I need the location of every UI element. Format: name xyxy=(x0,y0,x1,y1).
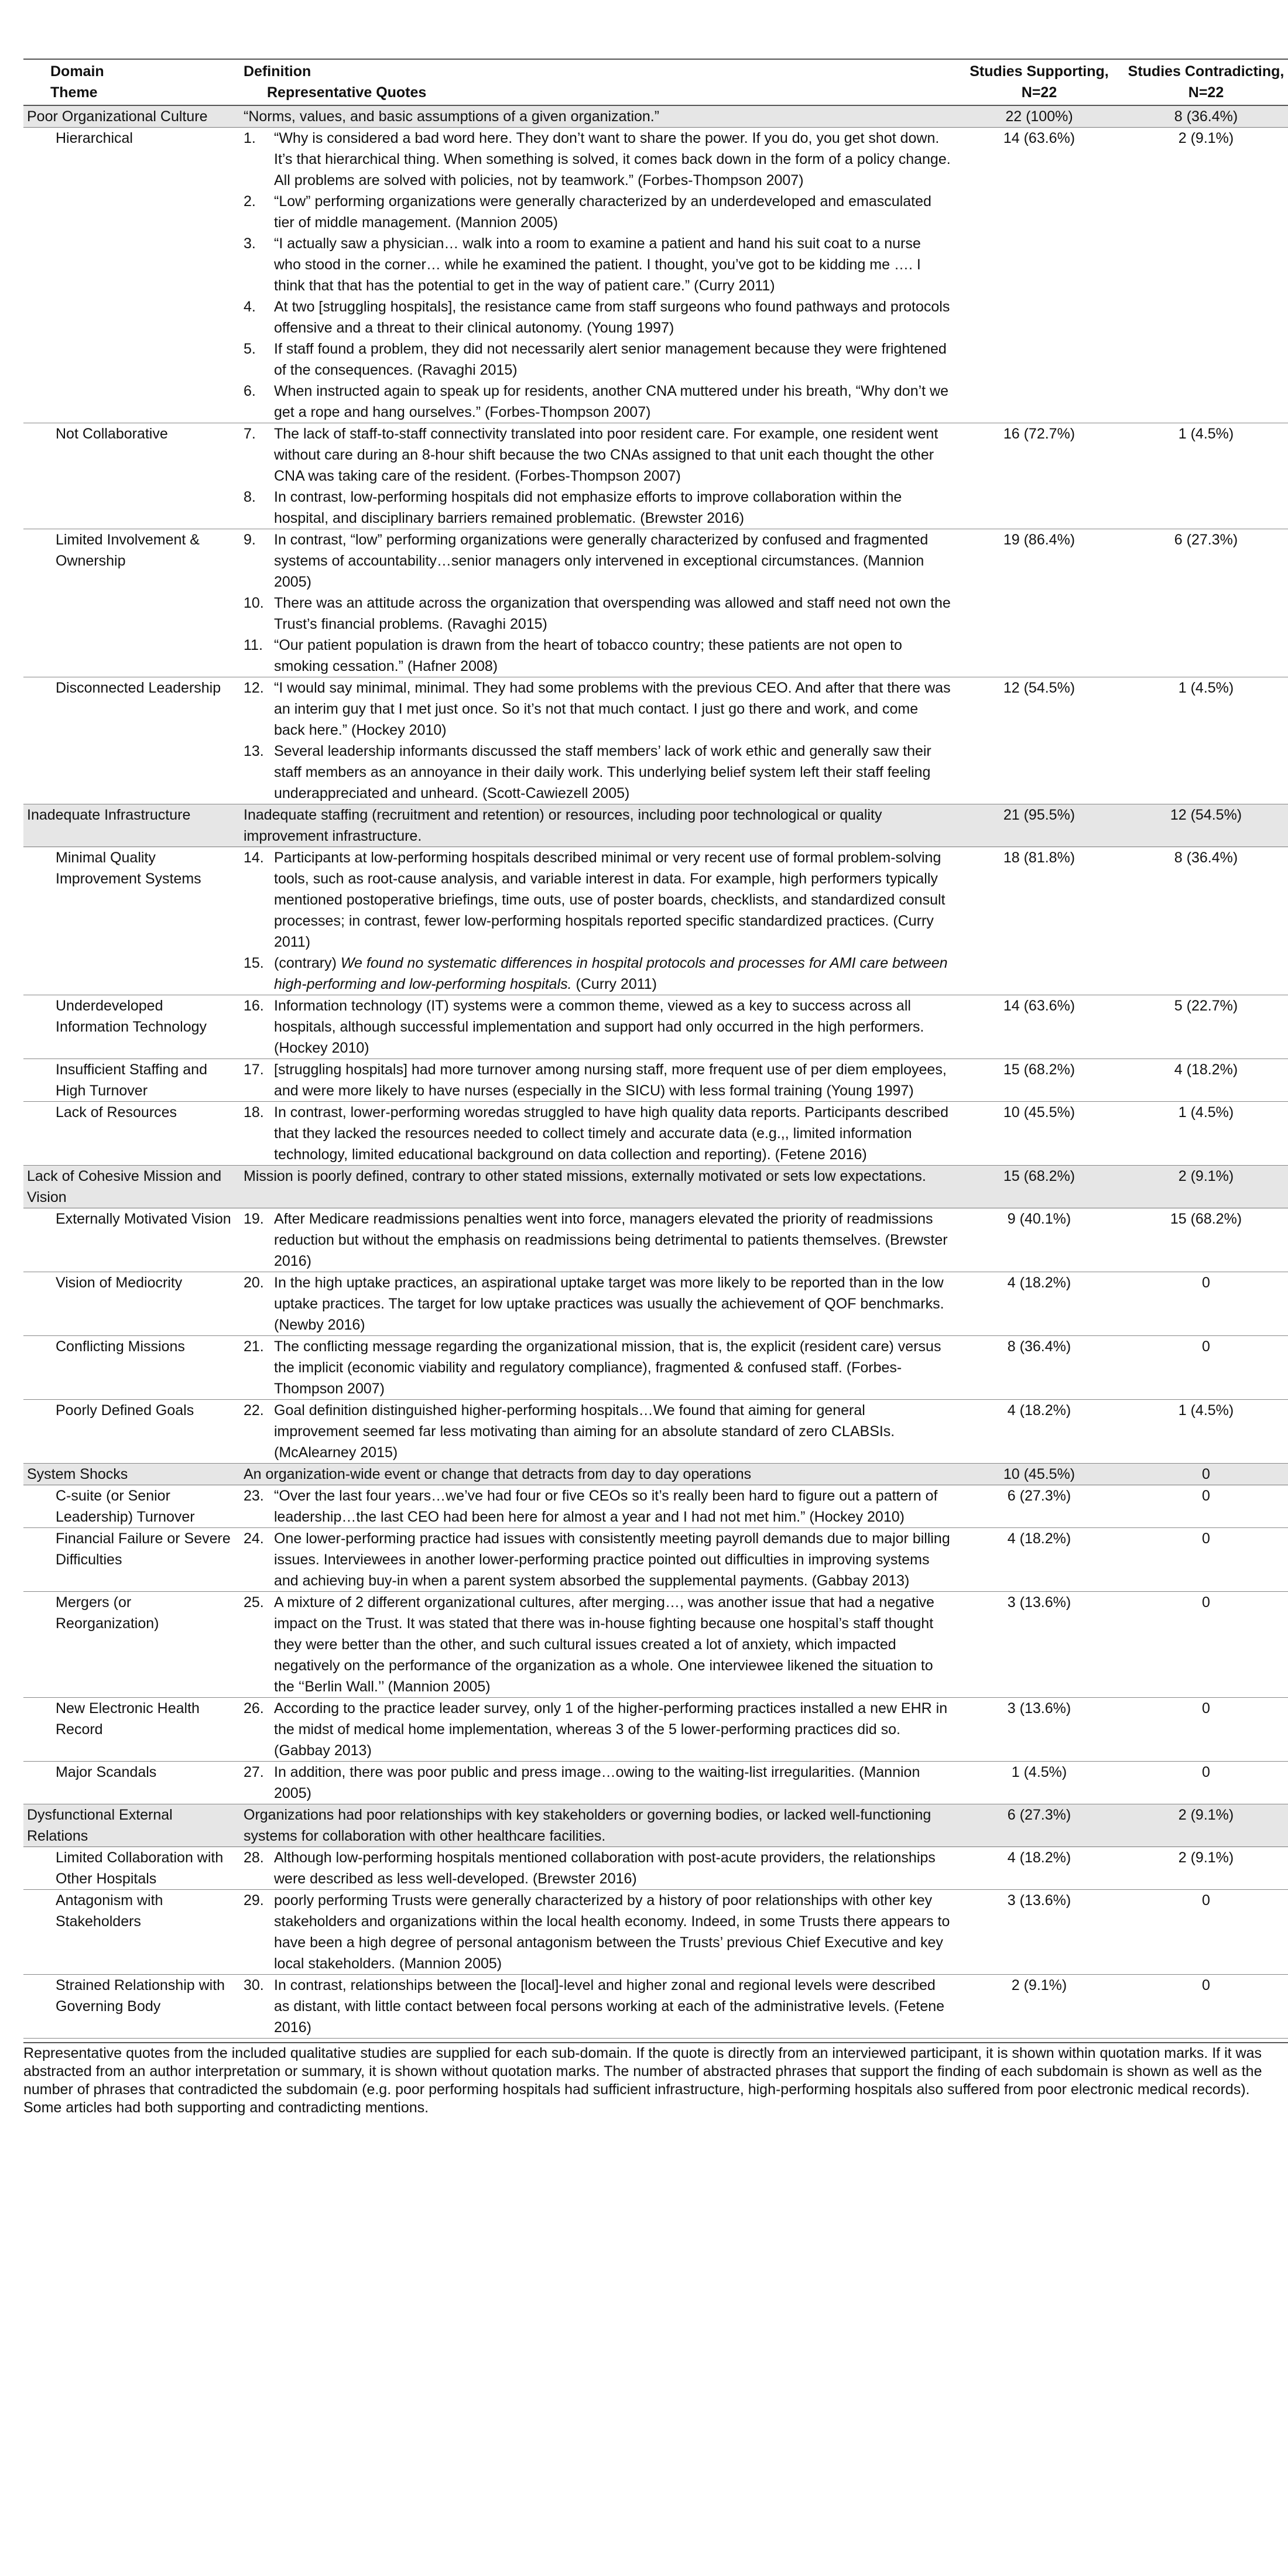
theme-contradicting: 8 (36.4%) xyxy=(1124,847,1288,995)
theme-supporting: 3 (13.6%) xyxy=(954,1592,1124,1698)
theme-supporting: 4 (18.2%) xyxy=(954,1400,1124,1464)
quote-list xyxy=(244,1975,951,2038)
domain-name: Inadequate Infrastructure xyxy=(23,804,240,847)
theme-quotes xyxy=(240,1208,954,1272)
theme-contradicting: 0 xyxy=(1124,1592,1288,1698)
theme-supporting: 4 (18.2%) xyxy=(954,1528,1124,1592)
quote-item xyxy=(244,995,951,1059)
quote-list xyxy=(244,529,951,677)
quote-list xyxy=(244,677,951,804)
theme-row xyxy=(23,423,1288,529)
domain-name: Lack of Cohesive Mission and Vision xyxy=(23,1166,240,1208)
domain-contradicting: 2 (9.1%) xyxy=(1124,1166,1288,1208)
quote-text: In contrast, low-performing hospitals did not emphasize efforts to improve collaboration within the hospital, and disciplinary barriers remained problematic. (Brewster 2016) xyxy=(274,489,902,526)
quote-item xyxy=(244,1528,951,1591)
quote-number: 12. xyxy=(244,680,264,696)
domain-definition: Inadequate staffing (recruitment and retention) or resources, including poor technological or quality improvement infrastructure. xyxy=(240,804,954,847)
quote-item xyxy=(244,1762,951,1804)
theme-contradicting: 15 (68.2%) xyxy=(1124,1208,1288,1272)
quote-text: There was an attitude across the organization that overspending was allowed and staff need not own the Trust’s financial problems. (Ravaghi 2015) xyxy=(274,595,951,632)
domain-definition: Mission is poorly defined, contrary to other stated missions, externally motivated or sets low expectations. xyxy=(240,1166,954,1208)
quote-number: 28. xyxy=(244,1849,264,1866)
theme-name: Disconnected Leadership xyxy=(23,677,240,804)
quote-text: In addition, there was poor public and press image…owing to the waiting-list irregularities. (Mannion 2005) xyxy=(274,1764,920,1801)
theme-row xyxy=(23,1847,1288,1890)
quote-item xyxy=(244,1208,951,1272)
quote-text: “I actually saw a physician… walk into a room to examine a patient and hand his suit coat to a nurse who stood in the corner… while he examined the patient. I thought, you’ve got to be kidding me …. I think that that has the potential to get in the way of patient care.” (Curry 2011) xyxy=(274,235,921,294)
domain-row xyxy=(23,105,1288,128)
theme-contradicting: 1 (4.5%) xyxy=(1124,1102,1288,1166)
theme-supporting: 16 (72.7%) xyxy=(954,423,1124,529)
quote-number: 22. xyxy=(244,1402,264,1419)
quote-number: 14. xyxy=(244,849,264,866)
quote-text: poorly performing Trusts were generally characterized by a history of poor relationships with other key stakeholders and organizations within the local health economy. Indeed, in some Trusts there appears to have been a high degree of personal antagonism between the Trusts’ previous Chief Executive and key local stakeholders. (Mannion 2005) xyxy=(274,1892,950,1972)
theme-row xyxy=(23,1485,1288,1528)
theme-name: Insufficient Staffing and High Turnover xyxy=(23,1059,240,1102)
quote-number: 20. xyxy=(244,1275,264,1291)
domain-name: Dysfunctional External Relations xyxy=(23,1804,240,1847)
quote-citation: (Curry 2011) xyxy=(571,976,657,992)
theme-name: Conflicting Missions xyxy=(23,1336,240,1400)
quote-list xyxy=(244,1847,951,1889)
theme-row xyxy=(23,128,1288,423)
quote-number: 16. xyxy=(244,998,264,1014)
theme-supporting: 3 (13.6%) xyxy=(954,1890,1124,1975)
theme-name: Poorly Defined Goals xyxy=(23,1400,240,1464)
quote-number: 26. xyxy=(244,1700,264,1717)
quote-number: 7. xyxy=(244,426,256,442)
quote-number: 13. xyxy=(244,743,264,759)
theme-row xyxy=(23,1592,1288,1698)
quote-text: According to the practice leader survey, only 1 of the higher-performing practices installed a new EHR in the midst of medical home implementation, whereas 3 of the 5 lower-performing practices did so. (Gabbay 2013) xyxy=(274,1700,948,1759)
quote-item xyxy=(244,381,951,423)
theme-supporting: 10 (45.5%) xyxy=(954,1102,1124,1166)
table-body xyxy=(23,105,1288,2039)
domain-supporting: 6 (27.3%) xyxy=(954,1804,1124,1847)
quote-text: Goal definition distinguished higher-performing hospitals…We found that aiming for general improvement seemed far less motivating than aiming for an absolute standard of zero CLABSIs. (McAlearney 2015) xyxy=(274,1402,895,1461)
theme-supporting: 15 (68.2%) xyxy=(954,1059,1124,1102)
theme-row xyxy=(23,1400,1288,1464)
header-contradicting: Studies Contradicting, N=22 xyxy=(1124,59,1288,105)
theme-quotes xyxy=(240,423,954,529)
theme-contradicting: 0 xyxy=(1124,1336,1288,1400)
header-domain: Domain xyxy=(50,63,104,80)
quote-list xyxy=(244,1400,951,1463)
quote-text: Information technology (IT) systems were a common theme, viewed as a key to success across all hospitals, although successful implementation and support had only occurred in the high performers. (Hockey 2010) xyxy=(274,998,924,1056)
quote-text: “Why is considered a bad word here. They don’t want to share the power. If you do, you get shot down. It’s that hierarchical thing. When something is solved, it comes back down in the form of a policy change. All problems are solved with policies, not by teamwork.” (Forbes-Thompson 2007) xyxy=(274,130,951,189)
quote-item xyxy=(244,1592,951,1697)
quote-item xyxy=(244,529,951,592)
quote-number: 25. xyxy=(244,1594,264,1611)
quote-item xyxy=(244,953,951,995)
header-theme: Theme xyxy=(50,84,98,101)
theme-name: Lack of Resources xyxy=(23,1102,240,1166)
theme-row xyxy=(23,1698,1288,1762)
quote-number: 1. xyxy=(244,130,256,146)
theme-row xyxy=(23,1272,1288,1336)
theme-quotes xyxy=(240,1336,954,1400)
quote-text: (contrary) xyxy=(274,955,337,971)
quote-item xyxy=(244,1890,951,1974)
quote-item xyxy=(244,592,951,635)
theme-supporting: 4 (18.2%) xyxy=(954,1847,1124,1890)
quote-text: In contrast, relationships between the [local]-level and higher zonal and regional levels were described as distant, with little contact between focal persons working at each of the administrative levels. (Fetene 2016) xyxy=(274,1977,945,2036)
document xyxy=(23,59,1288,2117)
theme-contradicting: 0 xyxy=(1124,1528,1288,1592)
quote-text: In contrast, lower-performing woredas struggled to have high quality data reports. Participants described that they lacked the resources needed to collect timely and accurate data (e.g.,, limited information technology, limited educational background on data collection and reporting). (Fetene 2016) xyxy=(274,1104,948,1163)
quote-text: “Our patient population is drawn from the heart of tobacco country; these patients are not open to smoking cessation.” (Hafner 2008) xyxy=(274,637,902,674)
quote-list xyxy=(244,847,951,995)
header-supporting: Studies Supporting, N=22 xyxy=(954,59,1124,105)
theme-quotes xyxy=(240,995,954,1059)
theme-contradicting: 6 (27.3%) xyxy=(1124,529,1288,677)
quote-item xyxy=(244,1485,951,1527)
quote-item xyxy=(244,1400,951,1463)
quote-item xyxy=(244,191,951,233)
findings-table xyxy=(23,59,1288,2039)
quote-item xyxy=(244,1975,951,2038)
theme-contradicting: 1 (4.5%) xyxy=(1124,1400,1288,1464)
theme-quotes xyxy=(240,1400,954,1464)
quote-item xyxy=(244,741,951,804)
quote-item xyxy=(244,635,951,677)
domain-supporting: 22 (100%) xyxy=(954,105,1124,128)
theme-supporting: 14 (63.6%) xyxy=(954,128,1124,423)
domain-contradicting: 8 (36.4%) xyxy=(1124,105,1288,128)
theme-quotes xyxy=(240,128,954,423)
quote-text: At two [struggling hospitals], the resistance came from staff surgeons who found pathways and protocols offensive and a threat to their clinical autonomy. (Young 1997) xyxy=(274,299,950,336)
quote-item xyxy=(244,128,951,191)
quote-number: 27. xyxy=(244,1764,264,1780)
quote-list xyxy=(244,1272,951,1335)
quote-number: 23. xyxy=(244,1488,264,1504)
quote-list xyxy=(244,1698,951,1761)
quote-item xyxy=(244,1847,951,1889)
quote-number: 30. xyxy=(244,1977,264,1993)
domain-definition: Organizations had poor relationships with key stakeholders or governing bodies, or lacked well-functioning systems for collaboration with other healthcare facilities. xyxy=(240,1804,954,1847)
theme-quotes xyxy=(240,1059,954,1102)
theme-name: Antagonism with Stakeholders xyxy=(23,1890,240,1975)
quote-text: A mixture of 2 different organizational cultures, after merging…, was another issue that had a negative impact on the Trust. It was stated that there was in-house fighting because one hospital’s staff thought they were better than the other, and such cultural issues created a lot of anxiety, which impacted negatively on the performance of the organization as a whole. One interviewee likened the situation to the ‘‘Berlin Wall.’’ (Mannion 2005) xyxy=(274,1594,934,1695)
theme-name: C-suite (or Senior Leadership) Turnover xyxy=(23,1485,240,1528)
theme-row xyxy=(23,1208,1288,1272)
theme-contradicting: 2 (9.1%) xyxy=(1124,128,1288,423)
quote-text: In the high uptake practices, an aspirational uptake target was more likely to be reported than in the low uptake practices. The target for low uptake practices was usually the achievement of QOF benchmarks. (Newby 2016) xyxy=(274,1275,944,1333)
theme-row xyxy=(23,1528,1288,1592)
theme-contradicting: 0 xyxy=(1124,1698,1288,1762)
quote-number: 21. xyxy=(244,1338,264,1355)
header-definition: Definition xyxy=(244,63,311,80)
theme-quotes xyxy=(240,847,954,995)
theme-name: Strained Relationship with Governing Body xyxy=(23,1975,240,2039)
quote-number: 2. xyxy=(244,193,256,210)
theme-supporting: 9 (40.1%) xyxy=(954,1208,1124,1272)
theme-supporting: 3 (13.6%) xyxy=(954,1698,1124,1762)
header-definition-quotes xyxy=(240,59,954,105)
theme-contradicting: 1 (4.5%) xyxy=(1124,677,1288,804)
quote-number: 10. xyxy=(244,595,264,611)
quote-item xyxy=(244,1059,951,1101)
theme-name: Financial Failure or Severe Difficulties xyxy=(23,1528,240,1592)
quote-item xyxy=(244,423,951,487)
quote-item xyxy=(244,233,951,296)
theme-supporting: 4 (18.2%) xyxy=(954,1272,1124,1336)
quote-number: 9. xyxy=(244,532,256,548)
theme-row xyxy=(23,529,1288,677)
quote-list xyxy=(244,1059,951,1101)
domain-definition: “Norms, values, and basic assumptions of a given organization.” xyxy=(240,105,954,128)
domain-contradicting: 0 xyxy=(1124,1464,1288,1485)
theme-name: Underdeveloped Information Technology xyxy=(23,995,240,1059)
quote-item xyxy=(244,677,951,741)
theme-quotes xyxy=(240,1485,954,1528)
quote-list xyxy=(244,1528,951,1591)
quote-item xyxy=(244,487,951,529)
quote-number: 11. xyxy=(244,637,263,653)
theme-name: Minimal Quality Improvement Systems xyxy=(23,847,240,995)
domain-definition: An organization-wide event or change that detracts from day to day operations xyxy=(240,1464,954,1485)
theme-name: Not Collaborative xyxy=(23,423,240,529)
theme-name: Major Scandals xyxy=(23,1762,240,1804)
quote-item xyxy=(244,1102,951,1165)
quote-number: 29. xyxy=(244,1892,264,1909)
theme-supporting: 14 (63.6%) xyxy=(954,995,1124,1059)
header-quotes: Representative Quotes xyxy=(267,84,427,101)
theme-name: Mergers (or Reorganization) xyxy=(23,1592,240,1698)
quote-list xyxy=(244,423,951,529)
theme-contradicting: 4 (18.2%) xyxy=(1124,1059,1288,1102)
theme-name: Hierarchical xyxy=(23,128,240,423)
theme-quotes xyxy=(240,1528,954,1592)
quote-list xyxy=(244,1762,951,1804)
quote-number: 18. xyxy=(244,1104,264,1121)
quote-number: 5. xyxy=(244,341,256,357)
domain-supporting: 21 (95.5%) xyxy=(954,804,1124,847)
quote-list xyxy=(244,1336,951,1399)
theme-row xyxy=(23,1890,1288,1975)
quote-text: Several leadership informants discussed the staff members’ lack of work ethic and generally saw their staff members as an annoyance in their daily work. This underlying belief system left their staff feeling underappreciated and unheard. (Scott-Cawiezell 2005) xyxy=(274,743,931,801)
quote-text-italic: We found no systematic differences in hospital protocols and processes for AMI care between high-performing and low-performing hospitals. xyxy=(274,955,948,992)
quote-list xyxy=(244,1890,951,1974)
quote-text: When instructed again to speak up for residents, another CNA muttered under his breath, “Why don’t we get a rope and hang ourselves.” (Forbes-Thompson 2007) xyxy=(274,383,949,420)
theme-row xyxy=(23,847,1288,995)
theme-supporting: 2 (9.1%) xyxy=(954,1975,1124,2039)
quote-text: In contrast, “low” performing organizations were generally characterized by confused and fragmented systems of accountability…senior managers only intervened in exceptional circumstances. (Mannion 2005) xyxy=(274,532,929,590)
theme-quotes xyxy=(240,1592,954,1698)
quote-number: 8. xyxy=(244,489,256,505)
theme-row xyxy=(23,1059,1288,1102)
theme-supporting: 6 (27.3%) xyxy=(954,1485,1124,1528)
quote-list xyxy=(244,128,951,423)
theme-name: Externally Motivated Vision xyxy=(23,1208,240,1272)
quote-item xyxy=(244,1698,951,1761)
quote-text: One lower-performing practice had issues with consistently meeting payroll demands due to major billing issues. Interviewees in another lower-performing practice pointed out difficulties in improving systems and achieving buy-in when a parent system absorbed the supplemental payments. (Gabbay 2013) xyxy=(274,1530,950,1589)
quote-number: 4. xyxy=(244,299,256,315)
theme-contradicting: 0 xyxy=(1124,1890,1288,1975)
theme-quotes xyxy=(240,677,954,804)
theme-contradicting: 0 xyxy=(1124,1975,1288,2039)
quote-text: If staff found a problem, they did not necessarily alert senior management because they were frightened of the consequences. (Ravaghi 2015) xyxy=(274,341,947,378)
quote-text: “I would say minimal, minimal. They had some problems with the previous CEO. And after that there was an interim guy that I met just once. So it’s not that much contact. I just go there and work, and come back here.” (Hockey 2010) xyxy=(274,680,951,738)
quote-text: The lack of staff-to-staff connectivity translated into poor resident care. For example, one resident went without care during an 8-hour shift because the two CNAs assigned to that unit each thought the other CNA was taking care of the resident. (Forbes-Thompson 2007) xyxy=(274,426,938,484)
quote-list xyxy=(244,995,951,1059)
theme-supporting: 12 (54.5%) xyxy=(954,677,1124,804)
theme-quotes xyxy=(240,1698,954,1762)
quote-number: 15. xyxy=(244,955,264,971)
theme-row xyxy=(23,1336,1288,1400)
quote-text: [struggling hospitals] had more turnover among nursing staff, more frequent use of per diem employees, and were more likely to have nurses (especially in the SICU) with less formal training (Young 1997) xyxy=(274,1061,947,1099)
theme-quotes xyxy=(240,1272,954,1336)
quote-text: “Low” performing organizations were generally characterized by an underdeveloped and emasculated tier of middle management. (Mannion 2005) xyxy=(274,193,931,231)
theme-row xyxy=(23,1102,1288,1166)
theme-supporting: 8 (36.4%) xyxy=(954,1336,1124,1400)
quote-item xyxy=(244,338,951,381)
domain-contradicting: 2 (9.1%) xyxy=(1124,1804,1288,1847)
quote-text: The conflicting message regarding the organizational mission, that is, the explicit (resident care) versus the implicit (economic viability and regulatory compliance), fragmented & confused staff. (Forbes-Thompson 2007) xyxy=(274,1338,941,1397)
header-domain-theme xyxy=(23,59,240,105)
theme-quotes xyxy=(240,1975,954,2039)
theme-name: New Electronic Health Record xyxy=(23,1698,240,1762)
quote-list xyxy=(244,1485,951,1527)
quote-number: 3. xyxy=(244,235,256,252)
quote-list xyxy=(244,1592,951,1697)
theme-supporting: 1 (4.5%) xyxy=(954,1762,1124,1804)
domain-row xyxy=(23,1166,1288,1208)
table-header-row xyxy=(23,59,1288,105)
domain-row xyxy=(23,804,1288,847)
quote-item xyxy=(244,847,951,953)
theme-contradicting: 0 xyxy=(1124,1762,1288,1804)
quote-number: 6. xyxy=(244,383,256,399)
theme-name: Limited Collaboration with Other Hospitals xyxy=(23,1847,240,1890)
quote-number: 19. xyxy=(244,1211,264,1227)
theme-contradicting: 5 (22.7%) xyxy=(1124,995,1288,1059)
theme-contradicting: 0 xyxy=(1124,1272,1288,1336)
theme-contradicting: 0 xyxy=(1124,1485,1288,1528)
theme-quotes xyxy=(240,529,954,677)
theme-name: Vision of Mediocrity xyxy=(23,1272,240,1336)
quote-text: Participants at low-performing hospitals described minimal or very recent use of formal problem-solving tools, such as root-cause analysis, and variable interest in data. For example, high performers typically mentioned postoperative briefings, time outs, use of poster boards, checklists, and standardized consult processes; in contrast, fewer low-performing hospitals reported specific standardized practices. (Curry 2011) xyxy=(274,849,946,950)
quote-item xyxy=(244,1272,951,1335)
domain-row xyxy=(23,1464,1288,1485)
theme-contradicting: 2 (9.1%) xyxy=(1124,1847,1288,1890)
quote-text: Although low-performing hospitals mentioned collaboration with post-acute providers, the relationships were described as less well-developed. (Brewster 2016) xyxy=(274,1849,936,1887)
domain-supporting: 10 (45.5%) xyxy=(954,1464,1124,1485)
quote-list xyxy=(244,1208,951,1272)
theme-quotes xyxy=(240,1890,954,1975)
theme-row xyxy=(23,1762,1288,1804)
domain-name: System Shocks xyxy=(23,1464,240,1485)
quote-text: “Over the last four years…we’ve had four or five CEOs so it’s really been hard to figure out a pattern of leadership…the last CEO had been here for almost a year and I had not met him.” (Hockey 2010) xyxy=(274,1488,938,1525)
theme-supporting: 19 (86.4%) xyxy=(954,529,1124,677)
quote-number: 24. xyxy=(244,1530,264,1547)
theme-quotes xyxy=(240,1102,954,1166)
table-footnote: Representative quotes from the included qualitative studies are supplied for each sub-domain. If the quote is directly from an interviewed participant, it is shown within quotation marks. If it was abstracted from an author interpretation or summary, it is shown without quotation marks. The number of abstracted phrases that support the finding of each subdomain is shown as well as the number of phrases that contradicted the subdomain (e.g. poor performing hospitals had sufficient infrastructure, high-performing hospitals also suffered from poor electronic medical records). Some articles had both supporting and contradicting mentions. xyxy=(23,2042,1288,2117)
theme-row xyxy=(23,1975,1288,2039)
domain-name: Poor Organizational Culture xyxy=(23,105,240,128)
theme-contradicting: 1 (4.5%) xyxy=(1124,423,1288,529)
quote-item xyxy=(244,296,951,338)
domain-contradicting: 12 (54.5%) xyxy=(1124,804,1288,847)
theme-quotes xyxy=(240,1847,954,1890)
theme-supporting: 18 (81.8%) xyxy=(954,847,1124,995)
quote-list xyxy=(244,1102,951,1165)
domain-supporting: 15 (68.2%) xyxy=(954,1166,1124,1208)
quote-text: After Medicare readmissions penalties went into force, managers elevated the priority of readmissions reduction but without the emphasis on readmissions being detrimental to patients themselves. (Brewster 2016) xyxy=(274,1211,948,1269)
quote-number: 17. xyxy=(244,1061,264,1078)
quote-item xyxy=(244,1336,951,1399)
domain-row xyxy=(23,1804,1288,1847)
theme-row xyxy=(23,677,1288,804)
theme-name: Limited Involvement & Ownership xyxy=(23,529,240,677)
theme-quotes xyxy=(240,1762,954,1804)
theme-row xyxy=(23,995,1288,1059)
